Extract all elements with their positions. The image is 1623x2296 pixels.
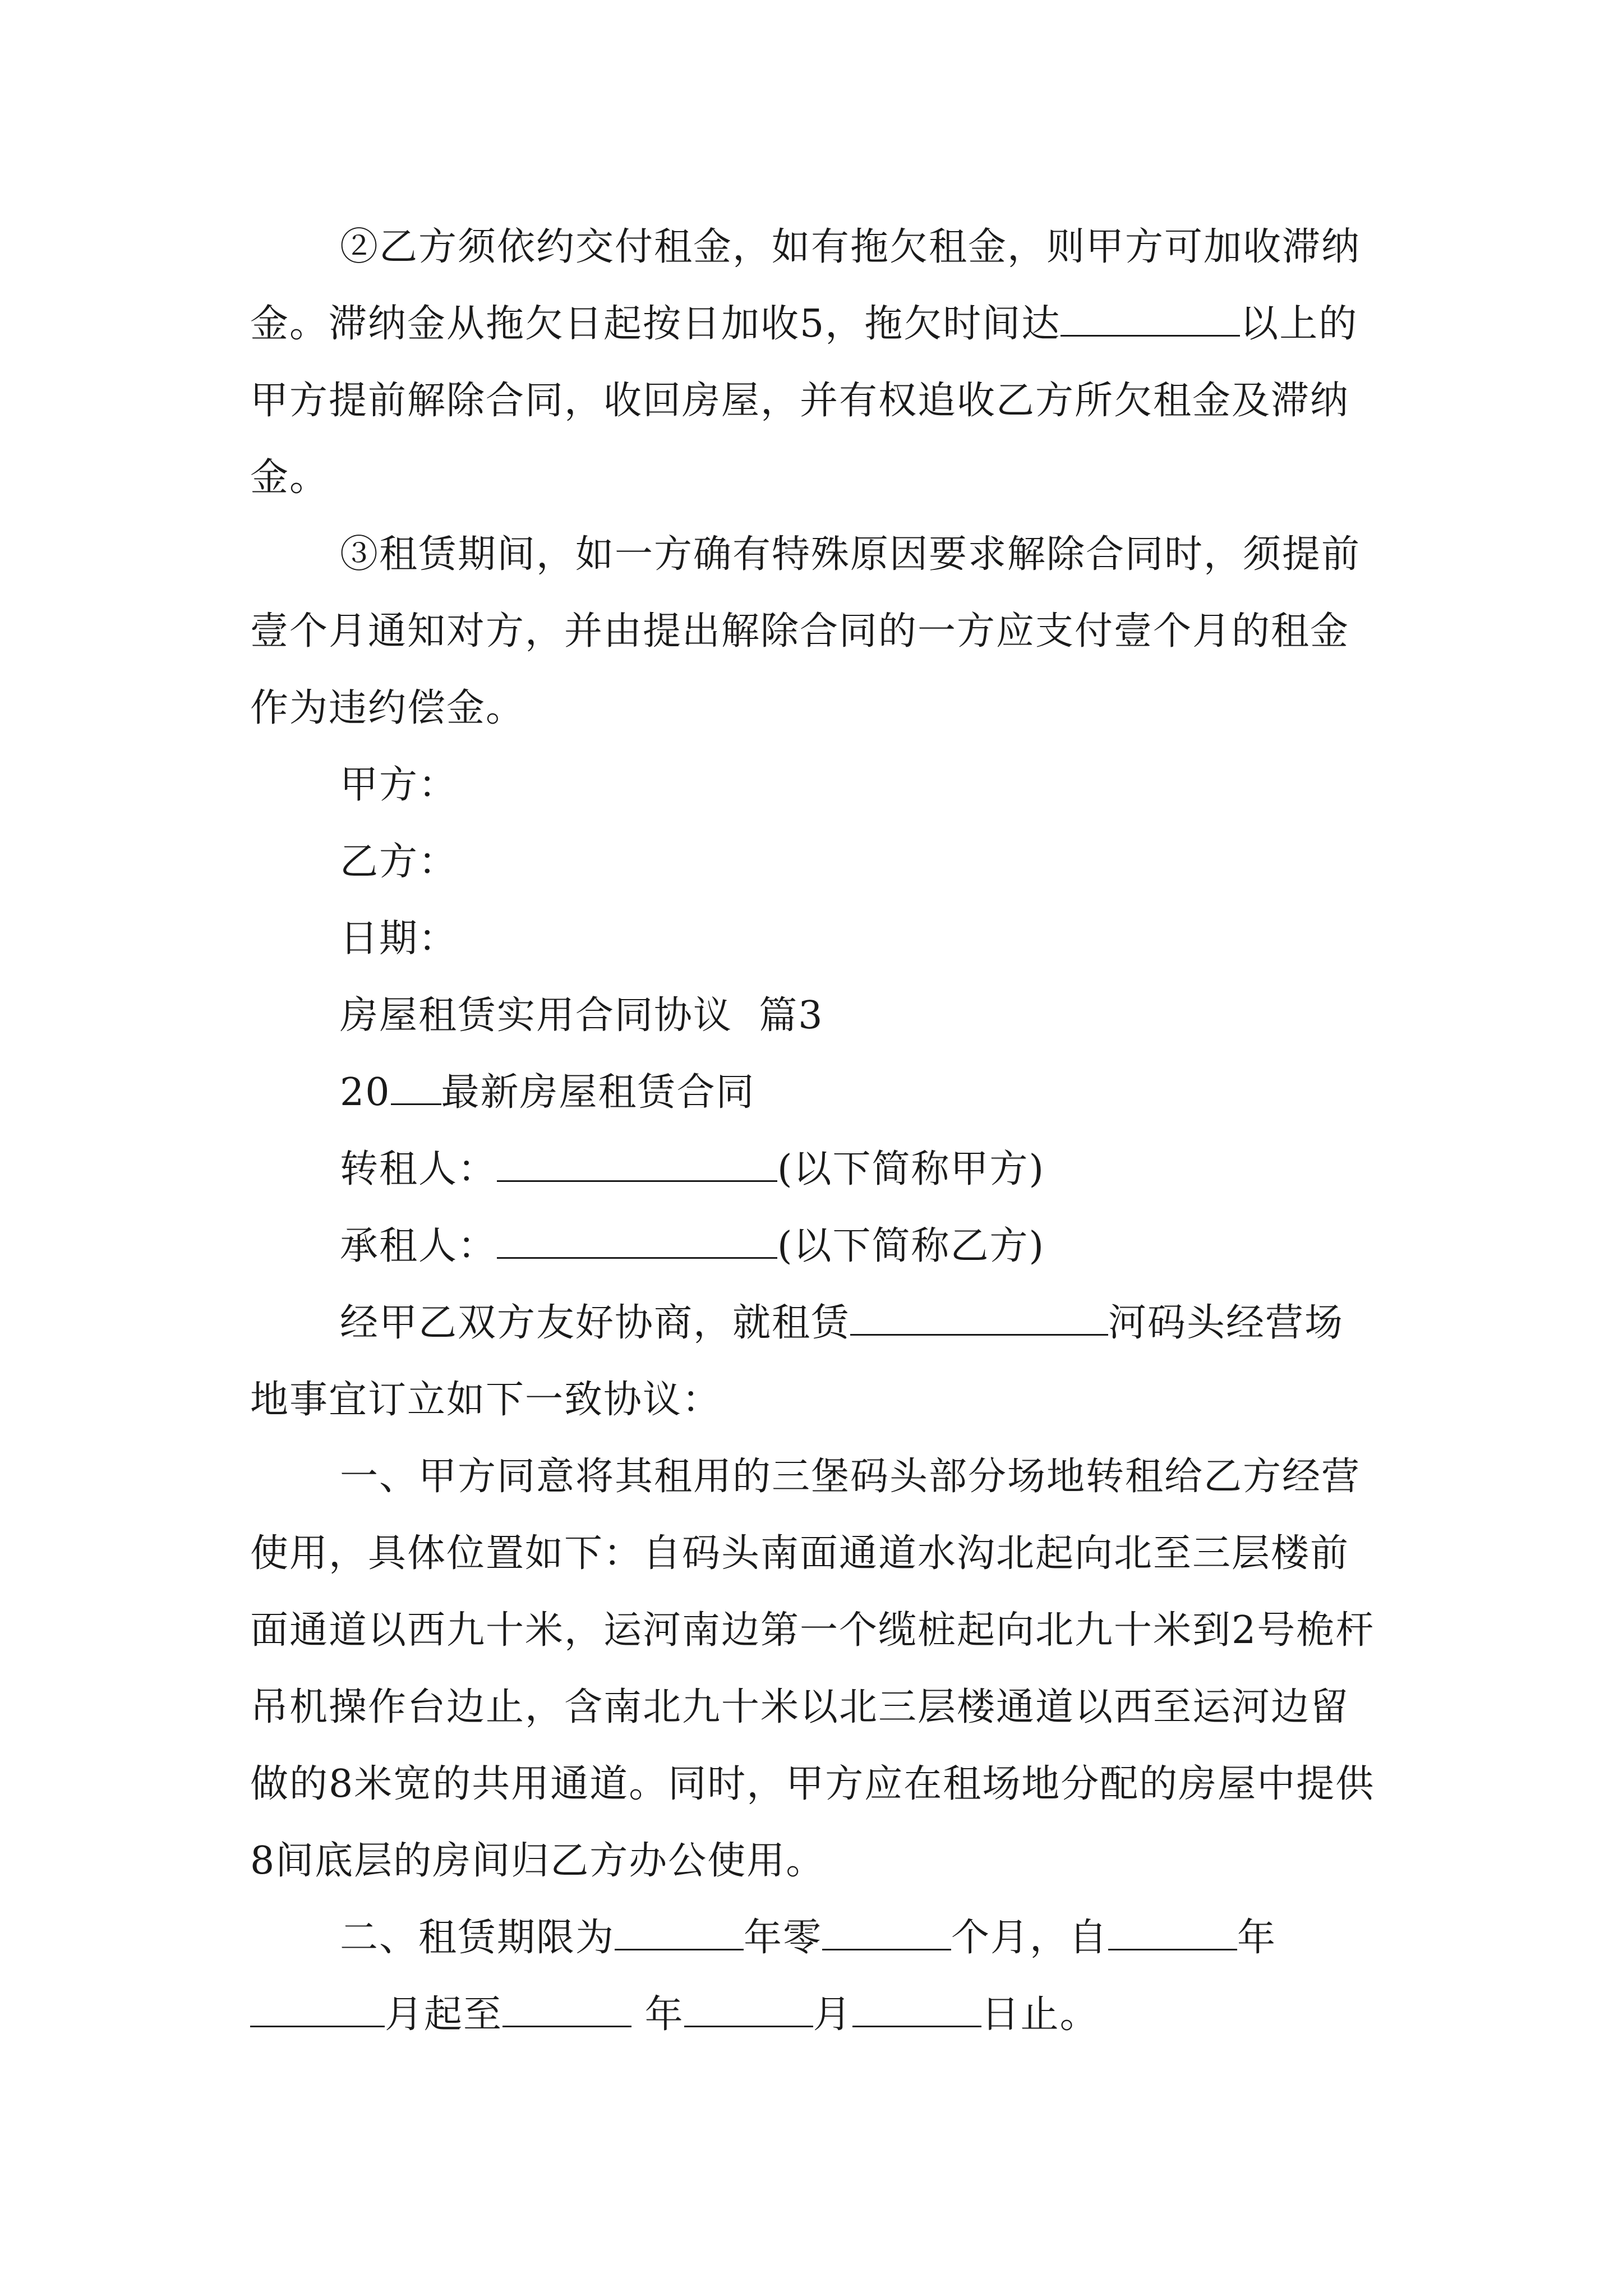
sublessor-label: 转租人：	[340, 1147, 497, 1191]
term-text-h: 日止。	[981, 1993, 1099, 2037]
term-text-g: 月	[813, 1993, 852, 2037]
start-month-blank	[250, 1994, 385, 2027]
end-year-blank	[502, 1994, 631, 2027]
contract-title	[250, 1054, 1377, 1131]
contract-year-blank	[391, 1072, 441, 1105]
term-text-a: 二、租赁期限为	[340, 1916, 615, 1960]
paragraph-lease-term	[250, 1899, 1377, 2053]
late-fee-text-b: 以上的甲方提前解除合同，收回房屋，并有权追收乙方所欠租金及滞纳金。	[250, 302, 1358, 500]
term-months-blank	[822, 1917, 951, 1950]
start-year-blank	[1108, 1917, 1237, 1950]
agreement-text-a: 经甲乙双方友好协商，就租赁	[340, 1301, 851, 1345]
signature-party-a: 甲方：	[340, 763, 458, 807]
term-text-e: 月起至	[385, 1993, 503, 2037]
paragraph-agreement	[250, 1285, 1377, 1438]
signature-date: 日期：	[340, 917, 458, 961]
paragraph-late-fee	[250, 209, 1377, 516]
signature-party-b: 乙方：	[340, 840, 458, 884]
paragraph-early-termination: ③租赁期间，如一方确有特殊原因要求解除合同时，须提前壹个月通知对方，并由提出解除合同的一方应支付壹个月的租金作为违约偿金。	[250, 532, 1361, 730]
document-body	[250, 209, 1377, 2053]
sublessor-note: (以下简称甲方)	[777, 1147, 1045, 1191]
lessee-line	[250, 1208, 1377, 1285]
term-text-d: 年	[1237, 1916, 1277, 1960]
contract-title-text: 最新房屋租赁合同	[441, 1070, 755, 1115]
lessee-note: (以下简称乙方)	[777, 1224, 1045, 1268]
term-text-c: 个月，自	[951, 1916, 1109, 1960]
end-day-blank	[852, 1994, 981, 2027]
wharf-name-blank	[850, 1303, 1108, 1336]
term-text-b: 年零	[744, 1916, 823, 1960]
late-fee-text-a: ②乙方须依约交付租金，如有拖欠租金，则甲方可加收滞纳金。滞纳金从拖欠日起按日加收5，拖欠时间达	[250, 225, 1361, 346]
term-text-f: 年	[631, 1993, 684, 2037]
term-years-blank	[615, 1917, 744, 1950]
end-month-blank	[684, 1994, 813, 2027]
sublessor-line	[250, 1131, 1377, 1208]
sublessor-blank	[497, 1149, 777, 1182]
section-heading: 房屋租赁实用合同协议 篇3	[340, 993, 824, 1038]
agreement-text-b: 河码头经营场地事宜订立如下一致协议：	[250, 1301, 1344, 1422]
contract-year-prefix: 20	[340, 1070, 391, 1115]
overdue-period-blank	[1061, 303, 1240, 337]
lessee-blank	[497, 1226, 777, 1259]
paragraph-location: 一、甲方同意将其租用的三堡码头部分场地转租给乙方经营使用，具体位置如下：自码头南面通道水沟北起向北至三层楼前面通道以西九十米，运河南边第一个缆桩起向北九十米到2号桅杆吊机操作台边止，含南北九十米以北三层楼通道以西至运河边留做的8米宽的共用通道。同时，甲方应在租场地分配的房屋中提供8间底层的房间归乙方办公使用。	[250, 1455, 1375, 1883]
lessee-label: 承租人：	[340, 1224, 497, 1268]
